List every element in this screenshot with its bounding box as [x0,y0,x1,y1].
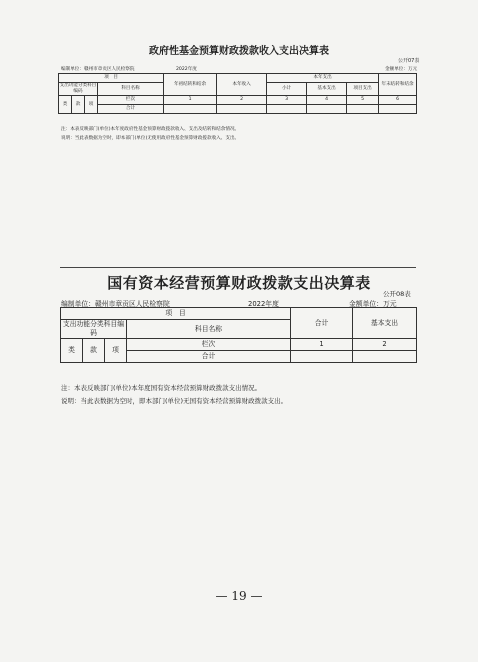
table1-row-order-label: 栏次 [98,96,164,105]
table2-unit: 编制单位：赣州市章贡区人民检察院 [61,300,170,308]
table2-year: 2022年度 [248,300,279,308]
table1-title: 政府性基金预算财政拨款收入支出决算表 [149,46,329,57]
table1-cell [347,105,379,114]
table1-col-num: 4 [307,96,347,105]
table2-cell [291,351,353,363]
table1-func-code-header: 支出功能分类科目编码 [59,83,97,94]
table2-item-header: 项 目 [61,308,291,320]
table1-total-label: 合计 [98,105,164,114]
table2-total-label: 合计 [127,351,291,363]
table2-col-num: 1 [291,339,353,351]
table1-col-num: 6 [379,96,417,105]
table2-code: 公开08表 [383,290,411,298]
page-number: — 19 — [215,589,263,603]
table1-expense-group-header: 本年支出 [267,74,379,83]
table1-col-num: 2 [217,96,267,105]
table2-basic-header: 基本支出 [353,308,417,339]
table1-unit: 编制单位：赣州市章贡区人民检察院 [61,67,135,72]
table2-note2: 说明：当此表数据为空时，即本部门(单位)无国有资本经营预算财政拨款支出。 [61,397,288,405]
table1-end-balance-header: 年末结转和结余 [379,74,417,96]
table1-year: 2022年度 [176,67,197,72]
table1-subject-name-header: 科目名称 [98,83,164,96]
table2-section-header: 款 [83,339,105,363]
table2-title: 国有资本经营预算财政拨款支出决算表 [107,274,371,292]
table1-note1: 注：本表反映部门(单位)本年度政府性基金预算财政拨款收入、支出及结转和结余情况。 [61,127,240,132]
table1-code: 公开07表 [398,58,420,64]
table2-func-code-header: 支出功能分类科目编码 [61,320,127,339]
table1-subtotal-header: 小计 [267,83,307,96]
table1-begin-balance-header: 年初结转和结余 [164,74,217,96]
table2-grid [60,307,417,363]
table1-col-num: 3 [267,96,307,105]
table2-col-num: 2 [353,339,417,351]
table1-item-header: 项 目 [59,74,164,83]
table1-col-num: 1 [164,96,217,105]
table1-entry-header: 项 [85,96,98,114]
table1-cell [164,105,217,114]
table1-income-header: 本年收入 [217,74,267,96]
table2-subject-name-header: 科目名称 [127,320,291,339]
table1-grid [58,73,417,114]
table1-cell [379,105,417,114]
table2-top-rule [60,267,416,268]
table1-col-num: 5 [347,96,379,105]
table2-note1: 注：本表反映部门(单位)本年度国有资本经营预算财政拨款支出情况。 [61,384,262,392]
table1-cell [307,105,347,114]
table1-cell [217,105,267,114]
table2-kind-header: 类 [61,339,83,363]
table2-total-header: 合计 [291,308,353,339]
table1-project-header: 项目支出 [347,83,379,96]
table1-kind-header: 类 [59,96,72,114]
table1-cell [267,105,307,114]
table1-basic-header: 基本支出 [307,83,347,96]
table2-row-order-label: 栏次 [127,339,291,351]
table1-money-unit: 金额单位：万元 [385,67,418,72]
table2-entry-header: 项 [105,339,127,363]
table2-money-unit: 金额单位：万元 [349,300,397,308]
table1-note2: 说明：当此表数据为空时，即本部门(单位)无使用政府性基金预算财政拨款收入、支出。 [61,136,240,141]
table2-cell [353,351,417,363]
table1-section-header: 款 [72,96,85,114]
